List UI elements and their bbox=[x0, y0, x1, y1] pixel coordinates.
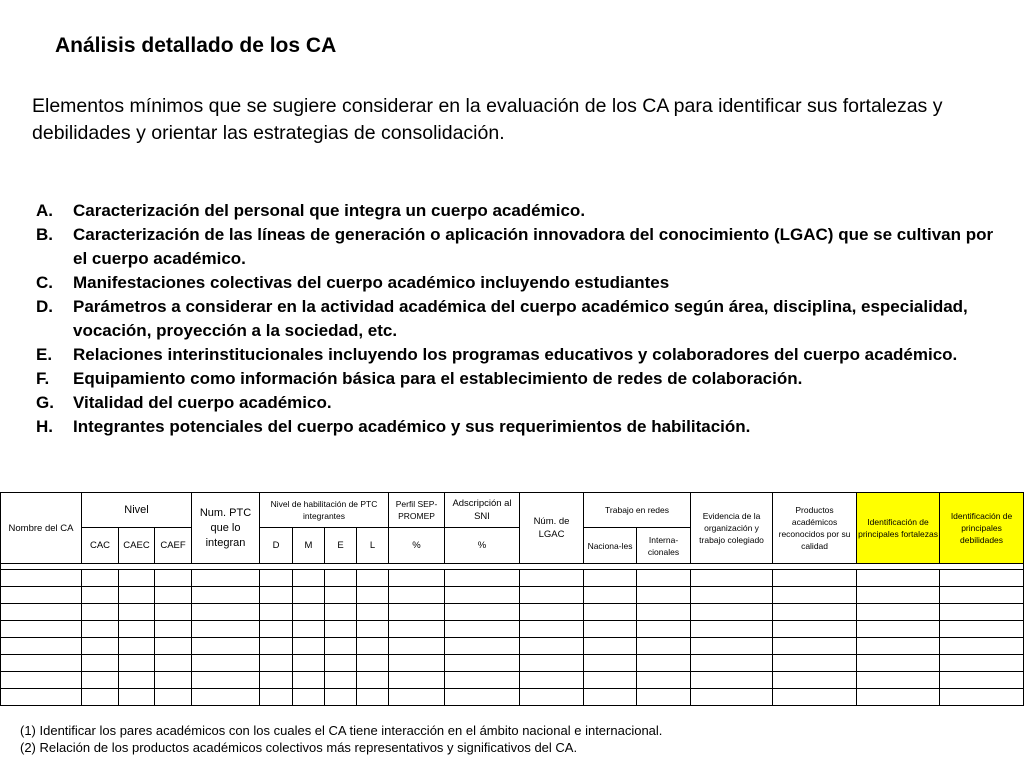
table-cell[interactable] bbox=[857, 570, 940, 587]
table-cell[interactable] bbox=[1, 587, 82, 604]
table-cell[interactable] bbox=[82, 689, 119, 706]
table-cell[interactable] bbox=[293, 655, 325, 672]
table-row bbox=[1, 689, 1024, 706]
table-cell[interactable] bbox=[82, 570, 119, 587]
table-cell[interactable] bbox=[584, 621, 637, 638]
table-cell[interactable] bbox=[940, 638, 1024, 655]
table-cell[interactable] bbox=[293, 570, 325, 587]
table-cell[interactable] bbox=[155, 655, 192, 672]
table-cell[interactable] bbox=[260, 621, 293, 638]
header-perfil-pct: % bbox=[389, 528, 445, 564]
table-cell[interactable] bbox=[773, 570, 857, 587]
table-cell[interactable] bbox=[445, 570, 520, 587]
table-cell[interactable] bbox=[584, 604, 637, 621]
table-cell[interactable] bbox=[637, 638, 691, 655]
list-text: Relaciones interinstitucionales incluyendo los programas educativos y colaboradores del cuerpo académico. bbox=[73, 345, 958, 364]
table-cell[interactable] bbox=[637, 621, 691, 638]
header-num-ptc: Num. PTC que lo integran bbox=[192, 493, 260, 564]
table-cell[interactable] bbox=[940, 621, 1024, 638]
table-cell[interactable] bbox=[260, 638, 293, 655]
list-letter: B. bbox=[36, 225, 53, 244]
table-cell[interactable] bbox=[119, 655, 155, 672]
table-cell[interactable] bbox=[520, 570, 584, 587]
table-cell[interactable] bbox=[445, 587, 520, 604]
table-cell[interactable] bbox=[155, 587, 192, 604]
table-cell[interactable] bbox=[637, 587, 691, 604]
list-item bbox=[36, 199, 996, 223]
table-cell[interactable] bbox=[357, 689, 389, 706]
table-cell[interactable] bbox=[584, 689, 637, 706]
list-item bbox=[36, 367, 996, 391]
header-debilidades: Identificación de principales debilidades bbox=[940, 493, 1024, 564]
list-letter: A. bbox=[36, 201, 53, 220]
header-adscripcion-sni: Adscripción al SNI bbox=[445, 493, 520, 528]
table-cell[interactable] bbox=[119, 587, 155, 604]
list-text: Manifestaciones colectivas del cuerpo académico incluyendo estudiantes bbox=[73, 273, 670, 292]
list-item bbox=[36, 415, 996, 439]
table-cell[interactable] bbox=[192, 621, 260, 638]
table-cell[interactable] bbox=[389, 689, 445, 706]
table-cell[interactable] bbox=[389, 655, 445, 672]
table-cell[interactable] bbox=[520, 689, 584, 706]
table-cell[interactable] bbox=[520, 604, 584, 621]
table-cell[interactable] bbox=[325, 570, 357, 587]
table-cell[interactable] bbox=[155, 570, 192, 587]
table-cell[interactable] bbox=[773, 672, 857, 689]
list-text: Caracterización del personal que integra un cuerpo académico. bbox=[73, 201, 586, 220]
table-cell[interactable] bbox=[857, 689, 940, 706]
table-cell[interactable] bbox=[192, 604, 260, 621]
table-cell[interactable] bbox=[857, 587, 940, 604]
table-cell[interactable] bbox=[584, 672, 637, 689]
header-nacionales: Naciona-les bbox=[584, 528, 637, 564]
table-cell[interactable] bbox=[119, 604, 155, 621]
table-cell[interactable] bbox=[293, 638, 325, 655]
header-perfil-promep: Perfil SEP-PROMEP bbox=[389, 493, 445, 528]
table-cell[interactable] bbox=[260, 655, 293, 672]
list-text: Caracterización de las líneas de generación o aplicación innovadora del conocimiento (LGAC) que se cultivan por el cuerpo académico. bbox=[73, 225, 994, 268]
list-item bbox=[36, 391, 996, 415]
table-cell[interactable] bbox=[857, 655, 940, 672]
header-d: D bbox=[260, 528, 293, 564]
table-cell[interactable] bbox=[691, 621, 773, 638]
table-cell[interactable] bbox=[357, 587, 389, 604]
list-letter: F. bbox=[36, 369, 50, 388]
table-cell[interactable] bbox=[940, 655, 1024, 672]
table-cell[interactable] bbox=[293, 672, 325, 689]
table-cell[interactable] bbox=[357, 604, 389, 621]
table-row bbox=[1, 587, 1024, 604]
header-fortalezas: Identificación de principales fortalezas bbox=[857, 493, 940, 564]
table-cell[interactable] bbox=[773, 655, 857, 672]
table-cell[interactable] bbox=[260, 570, 293, 587]
table-cell[interactable] bbox=[260, 672, 293, 689]
table-cell[interactable] bbox=[520, 655, 584, 672]
header-e: E bbox=[325, 528, 357, 564]
header-caec: CAEC bbox=[119, 528, 155, 564]
table-cell[interactable] bbox=[357, 655, 389, 672]
table-cell[interactable] bbox=[389, 587, 445, 604]
table-cell[interactable] bbox=[773, 638, 857, 655]
list-text: Vitalidad del cuerpo académico. bbox=[73, 393, 332, 412]
table-cell[interactable] bbox=[155, 638, 192, 655]
table-cell[interactable] bbox=[119, 689, 155, 706]
list-letter: C. bbox=[36, 273, 53, 292]
table-cell[interactable] bbox=[192, 689, 260, 706]
footnote-1: (1) Identificar los pares académicos con los cuales el CA tiene interacción en el ámbito nacional e internacional. bbox=[20, 723, 663, 738]
table-cell[interactable] bbox=[691, 604, 773, 621]
table-cell[interactable] bbox=[857, 672, 940, 689]
table-row bbox=[1, 621, 1024, 638]
table-row bbox=[1, 570, 1024, 587]
header-productos: Productos académicos reconocidos por su calidad bbox=[773, 493, 857, 564]
table-cell[interactable] bbox=[773, 621, 857, 638]
table-cell[interactable] bbox=[445, 672, 520, 689]
table-cell[interactable] bbox=[445, 604, 520, 621]
table-cell[interactable] bbox=[773, 689, 857, 706]
table-body bbox=[1, 493, 1024, 706]
table-cell[interactable] bbox=[584, 638, 637, 655]
table-cell[interactable] bbox=[82, 621, 119, 638]
table-cell[interactable] bbox=[357, 638, 389, 655]
table-cell[interactable] bbox=[192, 570, 260, 587]
list-item bbox=[36, 343, 996, 367]
header-l: L bbox=[357, 528, 389, 564]
table-cell[interactable] bbox=[293, 587, 325, 604]
table-cell[interactable] bbox=[357, 570, 389, 587]
table-cell[interactable] bbox=[325, 604, 357, 621]
table-cell[interactable] bbox=[82, 587, 119, 604]
table-cell[interactable] bbox=[445, 621, 520, 638]
table-cell[interactable] bbox=[293, 689, 325, 706]
table-cell[interactable] bbox=[584, 587, 637, 604]
header-nivel-habilitacion: Nivel de habilitación de PTC integrantes bbox=[260, 493, 389, 528]
table-cell[interactable] bbox=[1, 638, 82, 655]
table-cell[interactable] bbox=[691, 587, 773, 604]
table-cell[interactable] bbox=[260, 689, 293, 706]
table-cell[interactable] bbox=[691, 655, 773, 672]
footnote-2: (2) Relación de los productos académicos colectivos más representativos y significativos del CA. bbox=[20, 740, 578, 755]
table-cell[interactable] bbox=[82, 638, 119, 655]
table-cell[interactable] bbox=[520, 638, 584, 655]
table-cell[interactable] bbox=[940, 689, 1024, 706]
table-row bbox=[1, 672, 1024, 689]
table-cell[interactable] bbox=[773, 604, 857, 621]
list-text: Integrantes potenciales del cuerpo académico y sus requerimientos de habilitación. bbox=[73, 417, 751, 436]
header-sni-pct: % bbox=[445, 528, 520, 564]
table-cell[interactable] bbox=[1, 570, 82, 587]
table-cell[interactable] bbox=[82, 604, 119, 621]
table-cell[interactable] bbox=[857, 604, 940, 621]
page-title: Análisis detallado de los CA bbox=[55, 34, 337, 57]
table-cell[interactable] bbox=[637, 570, 691, 587]
table-cell[interactable] bbox=[389, 604, 445, 621]
table-cell[interactable] bbox=[637, 689, 691, 706]
table-cell[interactable] bbox=[192, 587, 260, 604]
table-cell[interactable] bbox=[445, 638, 520, 655]
table-cell[interactable] bbox=[192, 672, 260, 689]
table-cell[interactable] bbox=[520, 621, 584, 638]
table-cell[interactable] bbox=[940, 587, 1024, 604]
header-internacionales: Interna-cionales bbox=[637, 528, 691, 564]
header-m: M bbox=[293, 528, 325, 564]
table-row bbox=[1, 638, 1024, 655]
table-cell[interactable] bbox=[1, 621, 82, 638]
table-cell[interactable] bbox=[82, 672, 119, 689]
table-cell[interactable] bbox=[520, 672, 584, 689]
table-cell[interactable] bbox=[325, 621, 357, 638]
table-cell[interactable] bbox=[940, 570, 1024, 587]
table-cell[interactable] bbox=[1, 672, 82, 689]
header-evidencia: Evidencia de la organización y trabajo colegiado bbox=[691, 493, 773, 564]
list-text: Equipamiento como información básica para el establecimiento de redes de colaboración. bbox=[73, 369, 803, 388]
table-cell[interactable] bbox=[584, 570, 637, 587]
table-cell[interactable] bbox=[445, 689, 520, 706]
table-cell[interactable] bbox=[155, 604, 192, 621]
table-cell[interactable] bbox=[192, 638, 260, 655]
table-cell[interactable] bbox=[940, 604, 1024, 621]
table-cell[interactable] bbox=[325, 689, 357, 706]
table-cell[interactable] bbox=[357, 621, 389, 638]
intro-paragraph: Elementos mínimos que se sugiere considerar en la evaluación de los CA para identificar sus fortalezas y debilidades y orientar las estrategias de consolidación. bbox=[32, 95, 943, 144]
table-cell[interactable] bbox=[155, 621, 192, 638]
list-item bbox=[36, 223, 996, 271]
list-item bbox=[36, 271, 996, 295]
header-num-lgac: Núm. de LGAC bbox=[520, 493, 584, 564]
header-nombre-ca: Nombre del CA bbox=[1, 493, 82, 564]
table-cell[interactable] bbox=[192, 655, 260, 672]
table-cell[interactable] bbox=[325, 672, 357, 689]
table-cell[interactable] bbox=[119, 621, 155, 638]
list-letter: H. bbox=[36, 417, 53, 436]
footnotes bbox=[20, 722, 1010, 756]
table-row bbox=[1, 604, 1024, 621]
list-letter: D. bbox=[36, 297, 53, 316]
table-cell[interactable] bbox=[293, 621, 325, 638]
table-cell[interactable] bbox=[773, 587, 857, 604]
table-cell[interactable] bbox=[389, 672, 445, 689]
list-letter: E. bbox=[36, 345, 53, 364]
table-cell[interactable] bbox=[584, 655, 637, 672]
evaluation-table bbox=[0, 492, 1024, 706]
list-letter: G. bbox=[36, 393, 54, 412]
header-cac: CAC bbox=[82, 528, 119, 564]
table-cell[interactable] bbox=[325, 638, 357, 655]
table-cell[interactable] bbox=[389, 621, 445, 638]
criteria-list bbox=[36, 199, 996, 439]
table-cell[interactable] bbox=[325, 655, 357, 672]
table-cell[interactable] bbox=[1, 604, 82, 621]
table-cell[interactable] bbox=[325, 587, 357, 604]
table-cell[interactable] bbox=[389, 638, 445, 655]
table-cell[interactable] bbox=[857, 638, 940, 655]
table-cell[interactable] bbox=[1, 655, 82, 672]
table-cell[interactable] bbox=[637, 604, 691, 621]
table-cell[interactable] bbox=[691, 689, 773, 706]
table-cell[interactable] bbox=[260, 604, 293, 621]
table-cell[interactable] bbox=[119, 570, 155, 587]
table-cell[interactable] bbox=[637, 672, 691, 689]
table-cell[interactable] bbox=[691, 672, 773, 689]
table-cell[interactable] bbox=[389, 570, 445, 587]
table-cell[interactable] bbox=[637, 655, 691, 672]
table-cell[interactable] bbox=[155, 672, 192, 689]
table-cell[interactable] bbox=[119, 638, 155, 655]
header-trabajo-redes: Trabajo en redes bbox=[584, 493, 691, 528]
table-cell[interactable] bbox=[1, 689, 82, 706]
table-cell[interactable] bbox=[940, 672, 1024, 689]
header-caef: CAEF bbox=[155, 528, 192, 564]
table-cell[interactable] bbox=[857, 621, 940, 638]
table-cell[interactable] bbox=[445, 655, 520, 672]
table-cell[interactable] bbox=[119, 672, 155, 689]
table-cell[interactable] bbox=[357, 672, 389, 689]
table-cell[interactable] bbox=[691, 570, 773, 587]
list-text: Parámetros a considerar en la actividad académica del cuerpo académico según área, disciplina, especialidad, vocación, proyección a la sociedad, etc. bbox=[73, 297, 968, 340]
table-cell[interactable] bbox=[82, 655, 119, 672]
list-item bbox=[36, 295, 996, 343]
table-cell[interactable] bbox=[155, 689, 192, 706]
table-cell[interactable] bbox=[520, 587, 584, 604]
table-cell[interactable] bbox=[691, 638, 773, 655]
table-cell[interactable] bbox=[260, 587, 293, 604]
table-row bbox=[1, 655, 1024, 672]
header-nivel: Nivel bbox=[82, 493, 192, 528]
header-row-top bbox=[1, 493, 1024, 528]
table-cell[interactable] bbox=[293, 604, 325, 621]
